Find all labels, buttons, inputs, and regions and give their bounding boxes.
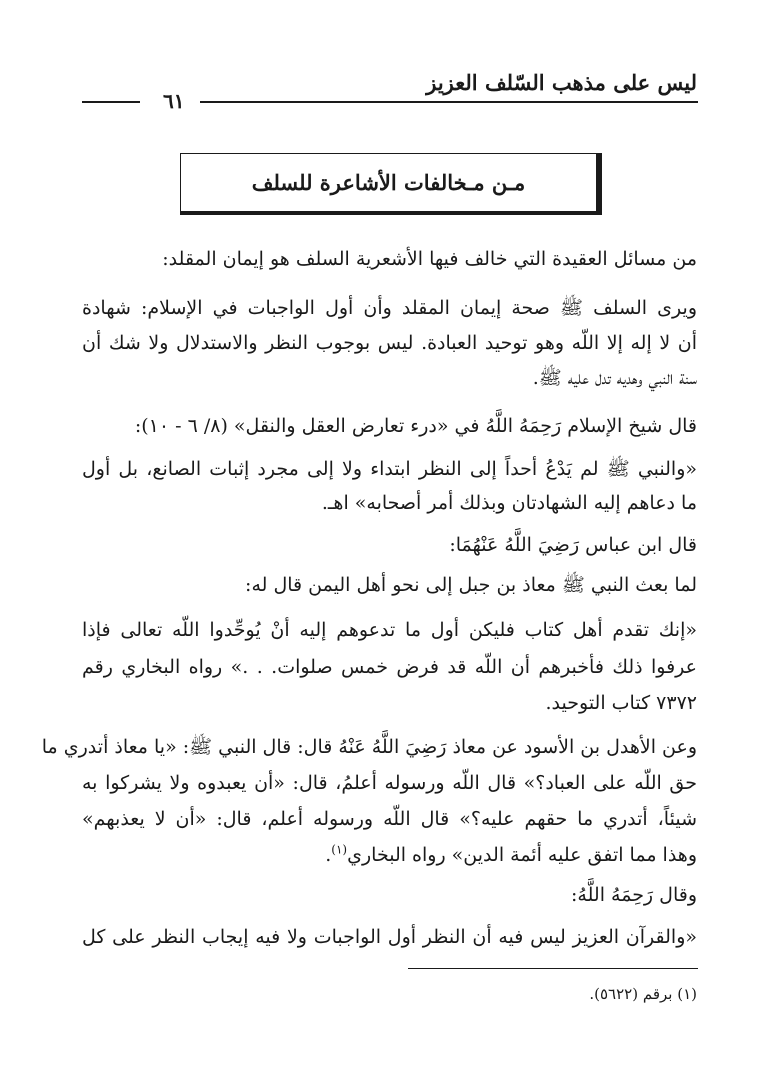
footnote-reference: (١): [331, 842, 348, 857]
text-line: «والقرآن العزيز ليس فيه أن النظر أول الواجبات ولا فيه إيجاب النظر على كل: [82, 926, 697, 948]
text-line: قال شيخ الإسلام رَحِمَهُ اللَّهُ في «درء تعارض العقل والنقل» (٨/ ٦ - ١٠):: [134, 415, 697, 437]
text-line: قال ابن عباس رَضِيَ اللَّهُ عَنْهُمَا:: [449, 534, 697, 556]
header-rule: [200, 101, 698, 103]
footnote: (١) برقم (٥٦٢٢).: [589, 985, 697, 1003]
text-line: ٧٣٧٢ كتاب التوحيد.: [545, 692, 697, 714]
text-line: عرفوا ذلك فأخبرهم أن اللّه قد فرض خمس صلوات. . .» رواه البخاري رقم: [82, 656, 697, 678]
section-title: مـن مـخالفات الأشاعرة للسلف: [251, 170, 526, 195]
text-line: «إنك تقدم أهل كتاب فليكن أول ما تدعوهم إليه أنْ يُوحِّدوا اللّه تعالى فإذا: [82, 619, 697, 641]
text-line: من مسائل العقيدة التي خالف فيها الأشعرية السلف هو إيمان المقلد:: [162, 248, 697, 270]
header-rule-short: [82, 101, 140, 103]
running-title: ليس على مذهب السّلف العزيز: [426, 70, 697, 95]
text-line-with-footnote: وهذا مما اتفق عليه أئمة الدين» رواه البخاري$^{(١)}$.: [325, 842, 697, 866]
text-line: وهذا مما اتفق عليه أئمة الدين» رواه البخاري: [347, 844, 697, 866]
page-number: ٦١: [163, 89, 185, 113]
section-title-box: [180, 153, 602, 215]
text-line: سنة النبي وهديه تدل عليه ﷺ.: [532, 367, 697, 389]
text-line: حق اللّه على العباد؟» قال اللّه ورسوله أعلمُ، قال: «أن يعبدوه ولا يشركوا به: [82, 772, 697, 794]
text-line: ويرى السلف ﷺ صحة إيمان المقلد وأن أول الواجبات في الإسلام: شهادة: [82, 297, 697, 319]
text-line: ما دعاهم إليه الشهادتان وبذلك أمر أصحابه» اهـ.: [321, 492, 697, 514]
text-line: لما بعث النبي ﷺ معاذ بن جبل إلى نحو أهل اليمن قال له:: [245, 574, 697, 596]
text-line: وعن الأهدل بن الأسود عن معاذ رَضِيَ اللَّهُ عَنْهُ قال: قال النبي ﷺ: «يا معاذ أتدري ما: [41, 736, 697, 758]
text-line: «والنبي ﷺ لم يَدْعُ أحداً إلى النظر ابتداء ولا إلى مجرد إثبات الصانع، بل أول: [82, 458, 697, 480]
text-line: شيئاً، أتدري ما حقهم عليه؟» قال اللّه ورسوله أعلم، قال: «أن لا يعذبهم»: [82, 808, 697, 830]
text-line: أن لا إله إلا اللّه وهو توحيد العبادة. ليس بوجوب النظر والاستدلال ولا شك أن: [82, 332, 697, 354]
footnote-separator: [408, 968, 698, 969]
text-line: وقال رَحِمَهُ اللَّهُ:: [571, 884, 697, 906]
